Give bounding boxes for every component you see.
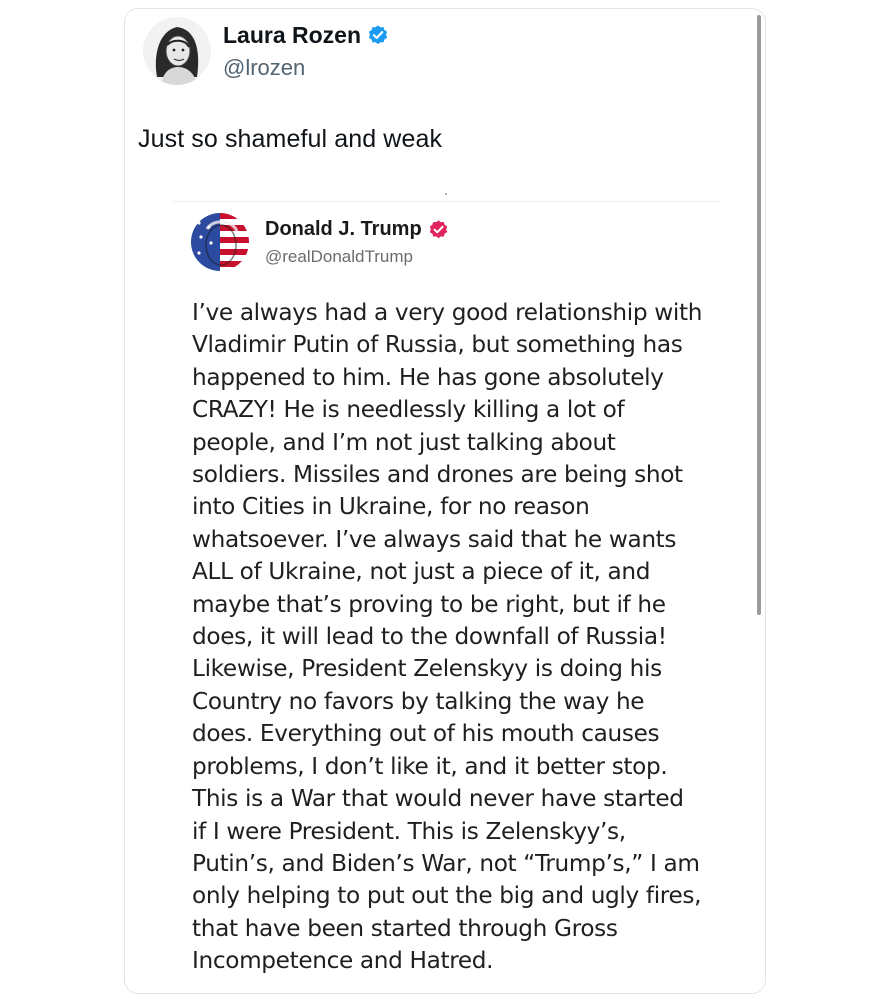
- quoted-post-header: [191, 213, 449, 271]
- author-handle[interactable]: @lrozen: [223, 54, 306, 80]
- quoted-post-line: This is a War that would never have started: [192, 785, 684, 813]
- author-avatar[interactable]: [143, 17, 211, 85]
- author-avatar-illustration: [143, 17, 211, 85]
- quoted-post-line: whatsoever. I’ve always said that he wants: [192, 525, 677, 553]
- quoted-post-line: Vladimir Putin of Russia, but something has: [192, 331, 683, 359]
- quoted-author-avatar-illustration: [191, 213, 249, 271]
- quoted-post-line: soldiers. Missiles and drones are being shot: [192, 461, 683, 489]
- quoted-post-line: Putin’s, and Biden’s War, not “Trump’s,” I am: [192, 849, 700, 877]
- quoted-post-body: [192, 297, 732, 978]
- quoted-author-name-block: [265, 218, 449, 267]
- quoted-post-line: if I were President. This is Zelenskyy’s,: [192, 817, 626, 845]
- quoted-author-name-row: [265, 218, 449, 241]
- quoted-post-line: happened to him. He has gone absolutely: [192, 363, 664, 391]
- quoted-post-line: Country no favors by talking the way he: [192, 687, 645, 715]
- quote-divider-dot: [445, 193, 447, 195]
- quoted-post-line: Likewise, President Zelenskyy is doing his: [192, 655, 662, 683]
- quoted-post-line: does. Everything out of his mouth causes: [192, 720, 660, 748]
- author-name-row: [223, 22, 389, 49]
- quoted-post-line: CRAZY! He is needlessly killing a lot of: [192, 396, 625, 424]
- quoted-post-line: problems, I don’t like it, and it better stop.: [192, 752, 668, 780]
- tweet-card[interactable]: [124, 8, 766, 994]
- quoted-post-line: Incompetence and Hatred.: [192, 947, 494, 975]
- quoted-post-line: I’ve always had a very good relationship with: [192, 299, 703, 326]
- verified-badge-icon: [367, 24, 389, 46]
- quoted-post-line: only helping to put out the big and ugly fires,: [192, 882, 702, 910]
- tweet-text: Just so shameful and weak: [138, 125, 443, 153]
- quote-divider: [173, 201, 721, 202]
- author-name-block: [223, 22, 389, 81]
- quoted-post-line: people, and I’m not just talking about: [192, 428, 616, 456]
- quoted-author-display-name[interactable]: Donald J. Trump: [265, 217, 422, 240]
- quoted-post-line: into Cities in Ukraine, for no reason: [192, 493, 590, 521]
- tweet-header: [143, 17, 389, 85]
- quoted-author-avatar[interactable]: [191, 213, 249, 271]
- quoted-author-handle[interactable]: @realDonaldTrump: [265, 246, 413, 266]
- author-display-name[interactable]: Laura Rozen: [223, 21, 362, 48]
- quoted-verified-badge-icon: [428, 219, 449, 240]
- scrollbar[interactable]: [757, 15, 761, 615]
- quoted-post-line: ALL of Ukraine, not just a piece of it, and: [192, 558, 651, 586]
- quoted-post-line: maybe that’s proving to be right, but if he: [192, 590, 666, 618]
- quoted-post-line: does, it will lead to the downfall of Russia!: [192, 623, 667, 651]
- quoted-post-line: that have been started through Gross: [192, 914, 618, 942]
